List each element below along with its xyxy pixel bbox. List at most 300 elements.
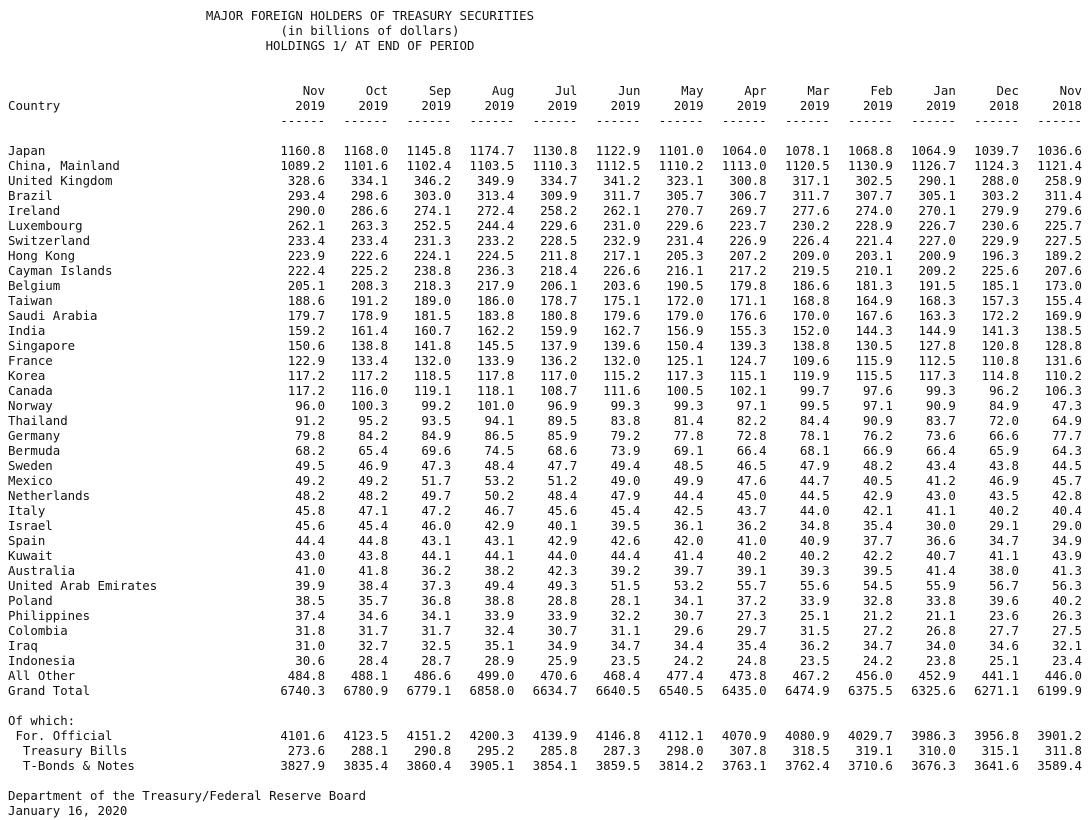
holding-value: 305.7: [666, 188, 704, 203]
holding-value: 141.8: [413, 338, 452, 353]
holding-value: 38.0: [989, 563, 1019, 578]
holding-value: 31.5: [799, 623, 830, 638]
header-month: Mar: [807, 83, 830, 98]
blank-cell: [262, 128, 325, 143]
country-name: Grand Total: [8, 683, 91, 698]
blank-cell: [262, 698, 325, 713]
holding-value: 274.1: [413, 203, 452, 218]
holding-value: 79.2: [610, 428, 641, 443]
holding-value: 29.6: [673, 623, 704, 638]
holding-value: 38.8: [484, 593, 515, 608]
table-row: [8, 308, 1082, 323]
holding-value: 47.7: [547, 458, 578, 473]
holding-value: 43.1: [484, 533, 515, 548]
subtotal-row: [8, 743, 1082, 758]
holding-value: 39.5: [862, 563, 893, 578]
holding-value: 6780.9: [343, 683, 389, 698]
holding-value: 44.7: [799, 473, 830, 488]
holding-value: 175.1: [603, 293, 641, 308]
country-name: Norway: [8, 398, 53, 413]
holding-value: 44.4: [673, 488, 704, 503]
subtotal-value: 288.1: [350, 743, 389, 758]
holding-value: 168.3: [918, 293, 956, 308]
holding-value: 21.2: [862, 608, 893, 623]
holding-value: 181.5: [413, 308, 452, 323]
holding-value: 106.3: [1044, 383, 1083, 398]
holding-value: 41.0: [295, 563, 326, 578]
holding-value: 38.5: [295, 593, 326, 608]
country-name: Cayman Islands: [8, 263, 113, 278]
holding-value: 65.9: [989, 443, 1019, 458]
subtotal-value: 3986.3: [911, 728, 956, 743]
holding-value: 323.1: [666, 173, 704, 188]
holding-value: 262.1: [287, 218, 326, 233]
holding-value: 1103.5: [469, 158, 515, 173]
header-year: 2019: [547, 98, 578, 113]
blank-cell: [325, 128, 388, 143]
blank-cell: [577, 698, 640, 713]
table-row: [8, 548, 1082, 563]
holding-value: 179.0: [666, 308, 704, 323]
header-year-row: [8, 98, 1082, 113]
blank-cell: [640, 713, 703, 728]
holding-value: 119.9: [792, 368, 830, 383]
country-name: Australia: [8, 563, 76, 578]
holding-value: 23.4: [1052, 653, 1083, 668]
country-name: Colombia: [8, 623, 68, 638]
holding-value: 55.7: [736, 578, 767, 593]
holding-value: 34.8: [799, 518, 830, 533]
holding-value: 72.8: [736, 428, 767, 443]
table-row: [8, 368, 1082, 383]
blank-cell: [767, 128, 830, 143]
holding-value: 1089.2: [280, 158, 326, 173]
holding-value: 95.2: [358, 413, 389, 428]
holding-value: 34.1: [421, 608, 452, 623]
holding-value: 43.0: [926, 488, 956, 503]
holding-value: 206.1: [540, 278, 578, 293]
blank-cell: [767, 713, 830, 728]
holding-value: 30.7: [547, 623, 578, 638]
holding-value: 227.0: [918, 233, 956, 248]
holding-value: 40.2: [736, 548, 767, 563]
blank-cell: [704, 128, 767, 143]
subtotal-value: 4146.8: [595, 728, 641, 743]
holding-value: 53.2: [484, 473, 515, 488]
country-name: United Arab Emirates: [8, 578, 158, 593]
subtotal-value: 3854.1: [532, 758, 578, 773]
subtotal-value: 285.8: [540, 743, 578, 758]
holding-value: 55.6: [799, 578, 830, 593]
holding-value: 311.4: [1044, 188, 1083, 203]
subtotal-label: Treasury Bills: [8, 743, 128, 758]
table-row: [8, 488, 1082, 503]
holding-value: 486.6: [413, 668, 452, 683]
column-separator: ------: [280, 113, 326, 128]
holding-value: 298.6: [350, 188, 389, 203]
table-row: [8, 413, 1082, 428]
holding-value: 1101.6: [343, 158, 389, 173]
holding-value: 47.6: [736, 473, 767, 488]
holding-value: 225.7: [1044, 218, 1083, 233]
holding-value: 30.7: [673, 608, 704, 623]
holding-value: 306.7: [729, 188, 767, 203]
country-name: Canada: [8, 383, 53, 398]
holding-value: 328.6: [287, 173, 326, 188]
holding-value: 55.9: [926, 578, 956, 593]
table-row: [8, 458, 1082, 473]
holding-value: 110.8: [981, 353, 1019, 368]
holding-value: 48.4: [484, 458, 515, 473]
holding-value: 172.2: [981, 308, 1019, 323]
holding-value: 111.6: [603, 383, 641, 398]
holding-value: 334.7: [540, 173, 578, 188]
holding-value: 41.8: [358, 563, 389, 578]
holding-value: 94.1: [484, 413, 515, 428]
holding-value: 33.9: [484, 608, 515, 623]
holding-value: 229.9: [981, 233, 1019, 248]
holding-value: 44.1: [421, 548, 452, 563]
holding-value: 37.2: [736, 593, 767, 608]
holding-value: 45.7: [1052, 473, 1083, 488]
holding-value: 222.6: [350, 248, 389, 263]
holding-value: 200.9: [918, 248, 956, 263]
holding-value: 144.3: [855, 323, 893, 338]
column-separator: ------: [595, 113, 641, 128]
column-separator: ------: [343, 113, 389, 128]
header-month: May: [681, 83, 704, 98]
holding-value: 35.1: [484, 638, 515, 653]
holding-value: 68.2: [295, 443, 326, 458]
subtotal-value: 3676.3: [911, 758, 956, 773]
holding-value: 100.3: [350, 398, 389, 413]
subtotal-value: 4200.3: [469, 728, 515, 743]
subtotal-value: 298.0: [666, 743, 704, 758]
holding-value: 137.9: [540, 338, 578, 353]
holding-value: 1102.4: [406, 158, 452, 173]
holding-value: 42.9: [862, 488, 893, 503]
subtotal-value: 290.8: [413, 743, 452, 758]
holding-value: 6435.0: [721, 683, 767, 698]
holding-value: 45.6: [547, 503, 578, 518]
holding-value: 191.2: [350, 293, 389, 308]
holding-value: 180.8: [540, 308, 578, 323]
holding-value: 349.9: [477, 173, 515, 188]
country-name: Israel: [8, 518, 53, 533]
holding-value: 24.2: [673, 653, 704, 668]
holding-value: 32.4: [484, 623, 515, 638]
holding-value: 1113.0: [721, 158, 767, 173]
holding-value: 117.2: [350, 368, 389, 383]
holding-value: 159.9: [540, 323, 578, 338]
holding-value: 317.1: [792, 173, 830, 188]
holding-value: 34.9: [547, 638, 578, 653]
holding-value: 44.4: [610, 548, 641, 563]
holding-value: 236.3: [477, 263, 515, 278]
blank-cell: [704, 698, 767, 713]
holding-value: 85.9: [547, 428, 578, 443]
of-which-label: Of which:: [8, 713, 76, 728]
holding-value: 99.3: [610, 398, 641, 413]
subtotal-label: T-Bonds & Notes: [8, 758, 135, 773]
holding-value: 217.1: [603, 248, 641, 263]
holding-value: 38.4: [358, 578, 389, 593]
table-row: [8, 608, 1082, 623]
holding-value: 274.0: [855, 203, 893, 218]
holding-value: 31.7: [421, 623, 452, 638]
holding-value: 89.5: [547, 413, 578, 428]
holding-value: 48.2: [358, 488, 389, 503]
blank-cell: [893, 128, 956, 143]
subtotal-value: 273.6: [287, 743, 326, 758]
holding-value: 117.3: [666, 368, 704, 383]
holding-value: 43.0: [295, 548, 326, 563]
country-name: Taiwan: [8, 293, 53, 308]
holding-value: 155.3: [729, 323, 767, 338]
holding-value: 290.1: [918, 173, 956, 188]
holding-value: 488.1: [350, 668, 389, 683]
holding-value: 219.5: [792, 263, 830, 278]
holding-value: 69.6: [421, 443, 452, 458]
holding-value: 161.4: [350, 323, 389, 338]
holding-value: 99.5: [799, 398, 830, 413]
blank-cell: [451, 128, 514, 143]
holding-value: 49.3: [547, 578, 578, 593]
holding-value: 270.7: [666, 203, 704, 218]
blank-cell: [956, 698, 1019, 713]
holding-value: 122.9: [287, 353, 326, 368]
holding-value: 302.5: [855, 173, 893, 188]
header-year: 2019: [673, 98, 704, 113]
country-name: India: [8, 323, 46, 338]
holding-value: 217.2: [729, 263, 767, 278]
holding-value: 188.6: [287, 293, 326, 308]
holding-value: 42.6: [610, 533, 641, 548]
blank-cell: [262, 713, 325, 728]
country-name: France: [8, 353, 53, 368]
holding-value: 51.5: [610, 578, 641, 593]
holding-value: 40.7: [926, 548, 956, 563]
holding-value: 1145.8: [406, 143, 452, 158]
holding-value: 28.4: [358, 653, 389, 668]
holding-value: 286.6: [350, 203, 389, 218]
holding-value: 6779.1: [406, 683, 452, 698]
holding-value: 168.8: [792, 293, 830, 308]
holding-value: 35.4: [862, 518, 893, 533]
holding-value: 138.8: [792, 338, 830, 353]
holding-value: 23.5: [799, 653, 830, 668]
holding-value: 39.2: [610, 563, 641, 578]
table-row: [8, 278, 1082, 293]
holding-value: 118.1: [477, 383, 515, 398]
holding-value: 36.2: [421, 563, 452, 578]
holding-value: 34.6: [358, 608, 389, 623]
holding-value: 82.2: [736, 413, 767, 428]
holding-value: 102.1: [729, 383, 767, 398]
holding-value: 224.5: [477, 248, 515, 263]
report-units: (in billions of dollars): [280, 23, 460, 38]
holding-value: 6540.5: [658, 683, 704, 698]
holding-value: 1121.4: [1037, 158, 1083, 173]
holding-value: 23.6: [989, 608, 1019, 623]
holding-value: 1039.7: [974, 143, 1019, 158]
subtotal-value: 4151.2: [406, 728, 452, 743]
holding-value: 25.1: [989, 653, 1019, 668]
holding-value: 290.0: [287, 203, 326, 218]
subtotal-value: 4112.1: [658, 728, 704, 743]
holding-value: 307.7: [855, 188, 893, 203]
holding-value: 226.6: [603, 263, 641, 278]
header-year: 2019: [610, 98, 641, 113]
holding-value: 34.6: [989, 638, 1019, 653]
holding-value: 74.5: [484, 443, 515, 458]
holding-value: 76.2: [862, 428, 893, 443]
holding-value: 233.4: [350, 233, 389, 248]
holding-value: 31.1: [610, 623, 641, 638]
holding-value: 210.1: [855, 263, 893, 278]
column-separator: ------: [784, 113, 830, 128]
holding-value: 120.8: [981, 338, 1019, 353]
holding-value: 23.5: [610, 653, 641, 668]
table-row: [8, 533, 1082, 548]
holding-value: 233.2: [477, 233, 515, 248]
holding-value: 37.7: [862, 533, 893, 548]
subtotal-value: 4029.7: [848, 728, 893, 743]
holding-value: 49.2: [295, 473, 326, 488]
holding-value: 132.0: [413, 353, 452, 368]
holding-value: 31.0: [295, 638, 326, 653]
holding-value: 84.4: [799, 413, 830, 428]
holding-value: 40.9: [799, 533, 830, 548]
holding-value: 216.1: [666, 263, 704, 278]
holding-value: 305.1: [918, 188, 956, 203]
holding-value: 45.4: [358, 518, 389, 533]
holding-value: 136.2: [540, 353, 578, 368]
blank-row: [8, 698, 1082, 713]
blank-cell: [8, 698, 262, 713]
holding-value: 28.1: [610, 593, 641, 608]
holding-value: 72.0: [989, 413, 1019, 428]
column-separator: ------: [532, 113, 578, 128]
holding-value: 209.2: [918, 263, 956, 278]
country-name: Indonesia: [8, 653, 76, 668]
holding-value: 54.5: [862, 578, 893, 593]
holding-value: 45.6: [295, 518, 326, 533]
header-month: Jun: [618, 83, 641, 98]
holding-value: 78.1: [799, 428, 830, 443]
holding-value: 47.1: [358, 503, 389, 518]
table-row: [8, 503, 1082, 518]
holding-value: 37.4: [295, 608, 326, 623]
holding-value: 68.6: [547, 443, 578, 458]
holding-value: 114.8: [981, 368, 1019, 383]
holding-value: 1130.9: [848, 158, 893, 173]
holding-value: 51.7: [421, 473, 452, 488]
subtotal-value: 319.1: [855, 743, 893, 758]
holding-value: 203.6: [603, 278, 641, 293]
blank-cell: [388, 128, 451, 143]
holding-value: 238.8: [413, 263, 452, 278]
holding-value: 97.1: [862, 398, 893, 413]
holding-value: 69.1: [673, 443, 704, 458]
blank-cell: [956, 713, 1019, 728]
header-year: 2019: [358, 98, 389, 113]
holding-value: 40.2: [989, 503, 1019, 518]
header-spacer-cell: [8, 83, 262, 98]
holding-value: 441.1: [981, 668, 1019, 683]
holding-value: 32.2: [610, 608, 641, 623]
holding-value: 181.3: [855, 278, 893, 293]
table-row: [8, 203, 1082, 218]
holding-value: 119.1: [413, 383, 452, 398]
holding-value: 43.4: [926, 458, 956, 473]
holding-value: 33.9: [799, 593, 830, 608]
holding-value: 64.3: [1052, 443, 1083, 458]
holding-value: 32.1: [1052, 638, 1083, 653]
holding-value: 56.7: [989, 578, 1019, 593]
holding-value: 83.7: [926, 413, 956, 428]
holding-value: 42.8: [1052, 488, 1083, 503]
holding-value: 179.8: [729, 278, 767, 293]
holding-value: 29.0: [1052, 518, 1083, 533]
holding-value: 97.6: [862, 383, 893, 398]
holding-value: 207.2: [729, 248, 767, 263]
holding-value: 42.9: [547, 533, 578, 548]
holding-value: 222.4: [287, 263, 326, 278]
holding-value: 160.7: [413, 323, 452, 338]
report-page: [8, 8, 1082, 818]
holding-value: 36.8: [421, 593, 452, 608]
holding-value: 40.2: [799, 548, 830, 563]
holding-value: 32.7: [358, 638, 389, 653]
holding-value: 225.2: [350, 263, 389, 278]
holding-value: 277.6: [792, 203, 830, 218]
holding-value: 1110.2: [658, 158, 704, 173]
holding-value: 117.8: [477, 368, 515, 383]
subtotal-value: 3710.6: [848, 758, 893, 773]
table-row: [8, 563, 1082, 578]
holdings-table: [8, 83, 1082, 773]
holding-value: 456.0: [855, 668, 893, 683]
blank-cell: [388, 698, 451, 713]
holding-value: 31.8: [295, 623, 326, 638]
holding-value: 36.1: [673, 518, 704, 533]
header-month: Jul: [555, 83, 578, 98]
holding-value: 231.4: [666, 233, 704, 248]
holding-value: 1110.3: [532, 158, 578, 173]
holding-value: 73.6: [926, 428, 956, 443]
holding-value: 112.5: [918, 353, 956, 368]
holding-value: 25.9: [547, 653, 578, 668]
holding-value: 24.2: [862, 653, 893, 668]
table-row: [8, 653, 1082, 668]
subtotal-value: 3589.4: [1037, 758, 1083, 773]
holding-value: 258.9: [1044, 173, 1083, 188]
holding-value: 45.0: [736, 488, 767, 503]
subtotal-value: 318.5: [792, 743, 830, 758]
holding-value: 176.6: [729, 308, 767, 323]
holding-value: 6271.1: [974, 683, 1019, 698]
subtotal-value: 3641.6: [974, 758, 1019, 773]
holding-value: 97.1: [736, 398, 767, 413]
subtotal-value: 310.0: [918, 743, 956, 758]
holding-value: 99.3: [673, 398, 704, 413]
holding-value: 6640.5: [595, 683, 641, 698]
holding-value: 303.0: [413, 188, 452, 203]
holding-value: 79.8: [295, 428, 326, 443]
holding-value: 228.5: [540, 233, 578, 248]
holding-value: 189.0: [413, 293, 452, 308]
